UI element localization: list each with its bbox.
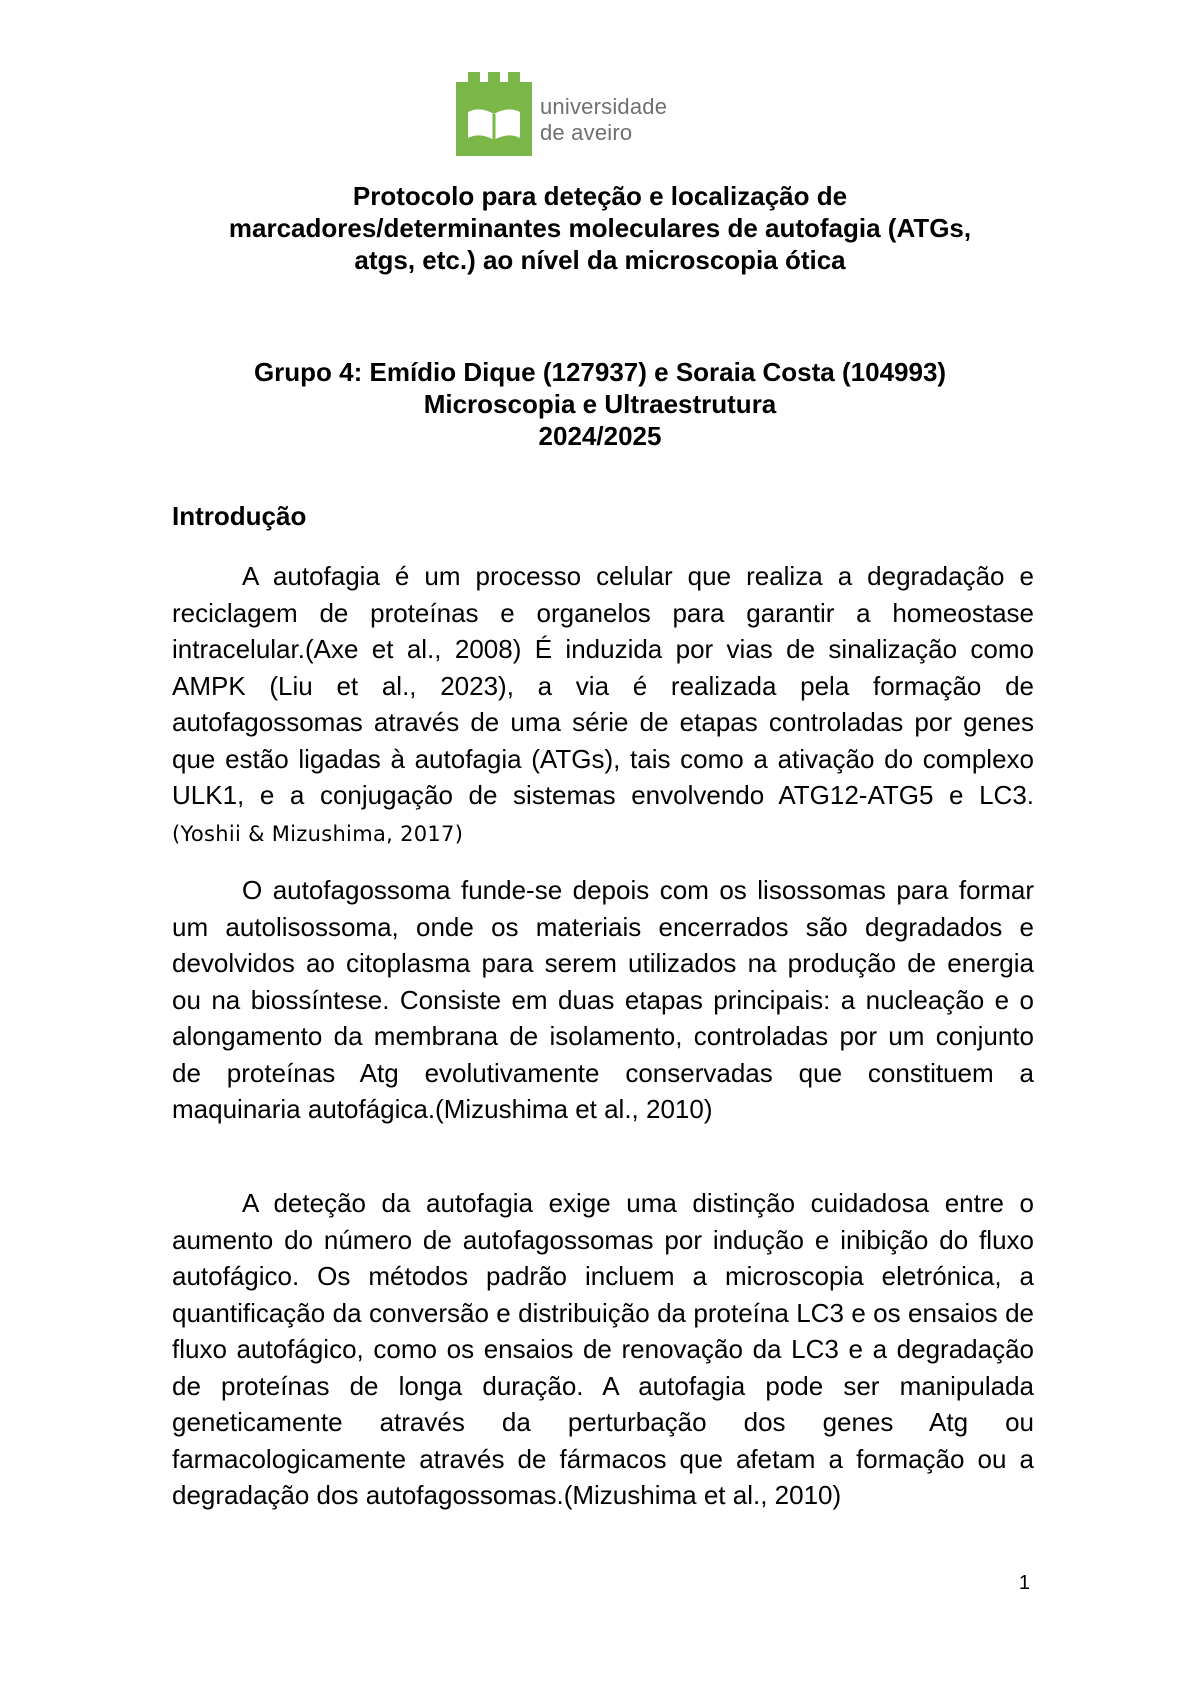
course-name: Microscopia e Ultraestrutura xyxy=(423,389,777,419)
title-line: Protocolo para deteção e localização de xyxy=(352,181,848,211)
section-heading: Introdução xyxy=(172,501,307,531)
logo-text-line2: de aveiro xyxy=(540,120,633,145)
citation: (Yoshii & Mizushima, 2017) xyxy=(172,821,464,846)
paragraph-text: A autofagia é um processo celular que realiza a degradação e reciclagem de proteínas e organelos para garantir a homeostase intracelular.(Axe et al., 2008) É induzida por vias de sinalização como AMPK (Liu et al., 2023), a via é realizada pela formação de autofagossomas através de uma série de etapas controladas por genes que estão ligadas à autofagia (ATGs), tais como a ativação do complexo ULK1, e a conjugação de sistemas envolvendo ATG12-ATG5 e LC3. xyxy=(172,561,1034,810)
page-number: 1 xyxy=(1018,1572,1030,1594)
document-meta xyxy=(150,356,1050,452)
paragraph-text: O autofagossoma funde-se depois com os lisossomas para formar um autolisossoma, onde os materiais encerrados são degradados e devolvidos ao citoplasma para serem utilizados na produção de energia ou na biossíntese. Consiste em duas etapas principais: a nucleação e o alongamento da membrana de isolamento, controladas por um conjunto de proteínas Atg evolutivamente conservadas que constituem a maquinaria autofágica.(Mizushima et al., 2010) xyxy=(172,875,1034,1124)
paragraph-3 xyxy=(172,1185,1034,1514)
paragraph-2 xyxy=(172,872,1034,1128)
paragraph-text: A deteção da autofagia exige uma distinção cuidadosa entre o aumento do número de autofagossomas por indução e inibição do fluxo autofágico. Os métodos padrão incluem a microscopia eletrónica, a quantificação da conversão e distribuição da proteína LC3 e os ensaios de fluxo autofágico, como os ensaios de renovação da LC3 e a degradação de proteínas de longa duração. A autofagia pode ser manipulada geneticamente através da perturbação dos genes Atg ou farmacologicamente através de fármacos que afetam a formação ou a degradação dos autofagossomas.(Mizushima et al., 2010) xyxy=(172,1188,1034,1510)
logo-text-line1: universidade xyxy=(540,94,668,119)
university-of-aveiro-logo-icon xyxy=(454,72,534,156)
university-logo xyxy=(454,72,684,156)
document-title xyxy=(150,180,1050,276)
title-line: marcadores/determinantes moleculares de autofagia (ATGs, xyxy=(228,213,972,243)
paragraph-1 xyxy=(172,558,1034,852)
academic-year: 2024/2025 xyxy=(538,421,662,451)
group-authors: Grupo 4: Emídio Dique (127937) e Soraia Costa (104993) xyxy=(253,357,947,387)
title-line: atgs, etc.) ao nível da microscopia ótica xyxy=(354,245,846,275)
